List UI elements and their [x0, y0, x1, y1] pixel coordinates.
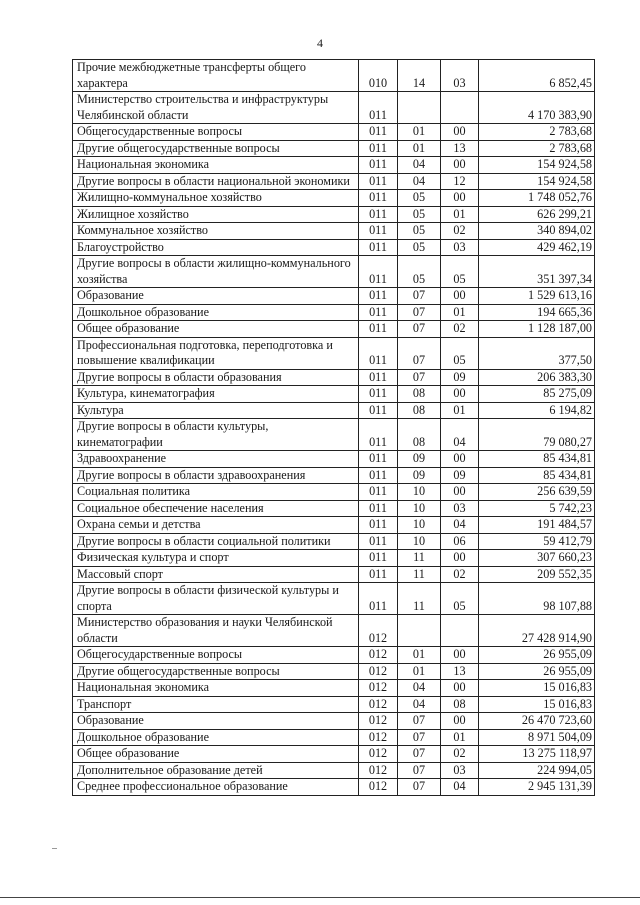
row-subsection: 01	[441, 304, 479, 321]
row-subsection: 08	[441, 696, 479, 713]
row-ministry-code: 011	[359, 583, 398, 615]
row-subsection: 05	[441, 583, 479, 615]
row-sum: 1 529 613,16	[479, 288, 595, 305]
row-section: 08	[398, 419, 441, 451]
row-sum: 224 994,05	[479, 762, 595, 779]
margin-mark	[52, 848, 57, 849]
table-row	[73, 696, 595, 713]
budget-table-body	[73, 60, 595, 796]
row-sum: 85 434,81	[479, 467, 595, 484]
row-sum: 13 275 118,97	[479, 746, 595, 763]
row-section: 01	[398, 124, 441, 141]
row-name: Культура	[73, 402, 359, 419]
row-name: Профессиональная подготовка, переподготовка и повышение квалификации	[73, 337, 359, 369]
row-name: Другие вопросы в области национальной экономики	[73, 173, 359, 190]
row-ministry-code: 011	[359, 92, 398, 124]
row-ministry-code: 012	[359, 779, 398, 796]
row-name: Другие вопросы в области социальной политики	[73, 533, 359, 550]
row-section: 11	[398, 583, 441, 615]
row-section: 09	[398, 451, 441, 468]
row-section: 10	[398, 533, 441, 550]
table-row	[73, 190, 595, 207]
row-sum: 2 945 131,39	[479, 779, 595, 796]
table-row	[73, 419, 595, 451]
table-row	[73, 746, 595, 763]
row-section: 04	[398, 680, 441, 697]
row-sum: 377,50	[479, 337, 595, 369]
row-section: 07	[398, 337, 441, 369]
row-name: Социальное обеспечение населения	[73, 500, 359, 517]
row-name: Жилищное хозяйство	[73, 206, 359, 223]
row-sum: 6 852,45	[479, 60, 595, 92]
row-name: Транспорт	[73, 696, 359, 713]
row-section: 07	[398, 369, 441, 386]
row-name: Другие вопросы в области образования	[73, 369, 359, 386]
row-section: 05	[398, 256, 441, 288]
row-subsection	[441, 92, 479, 124]
row-ministry-code: 011	[359, 467, 398, 484]
row-name: Другие вопросы в области культуры, кинематографии	[73, 419, 359, 451]
row-subsection: 00	[441, 451, 479, 468]
row-section: 05	[398, 223, 441, 240]
row-subsection: 03	[441, 500, 479, 517]
row-sum: 4 170 383,90	[479, 92, 595, 124]
row-sum: 340 894,02	[479, 223, 595, 240]
table-row	[73, 337, 595, 369]
row-sum: 626 299,21	[479, 206, 595, 223]
table-row	[73, 779, 595, 796]
row-sum: 1 748 052,76	[479, 190, 595, 207]
table-row	[73, 467, 595, 484]
budget-table	[72, 59, 595, 796]
row-name: Другие вопросы в области физической культуры и спорта	[73, 583, 359, 615]
row-subsection: 04	[441, 517, 479, 534]
row-name: Другие общегосударственные вопросы	[73, 140, 359, 157]
row-ministry-code: 011	[359, 451, 398, 468]
row-name: Другие вопросы в области здравоохранения	[73, 467, 359, 484]
row-sum: 98 107,88	[479, 583, 595, 615]
row-ministry-code: 011	[359, 402, 398, 419]
row-name: Дополнительное образование детей	[73, 762, 359, 779]
row-sum: 209 552,35	[479, 566, 595, 583]
row-subsection: 00	[441, 484, 479, 501]
row-subsection: 01	[441, 206, 479, 223]
row-subsection: 01	[441, 402, 479, 419]
row-sum: 351 397,34	[479, 256, 595, 288]
table-row	[73, 140, 595, 157]
row-ministry-code: 012	[359, 680, 398, 697]
row-ministry-code: 011	[359, 124, 398, 141]
row-sum: 194 665,36	[479, 304, 595, 321]
row-section: 08	[398, 402, 441, 419]
row-ministry-code: 011	[359, 369, 398, 386]
table-row	[73, 386, 595, 403]
row-name: Другие вопросы в области жилищно-коммунального хозяйства	[73, 256, 359, 288]
row-subsection: 00	[441, 680, 479, 697]
row-ministry-code: 011	[359, 386, 398, 403]
table-row	[73, 713, 595, 730]
table-row	[73, 615, 595, 647]
row-ministry-code: 012	[359, 713, 398, 730]
row-ministry-code: 011	[359, 223, 398, 240]
row-name: Образование	[73, 713, 359, 730]
row-name: Благоустройство	[73, 239, 359, 256]
table-row	[73, 304, 595, 321]
table-row	[73, 583, 595, 615]
row-subsection: 00	[441, 190, 479, 207]
row-section: 01	[398, 663, 441, 680]
table-row	[73, 157, 595, 174]
row-name: Охрана семьи и детства	[73, 517, 359, 534]
row-ministry-code: 011	[359, 517, 398, 534]
row-sum: 256 639,59	[479, 484, 595, 501]
row-subsection: 05	[441, 256, 479, 288]
row-ministry-code: 011	[359, 337, 398, 369]
row-ministry-code: 011	[359, 484, 398, 501]
row-ministry-code: 012	[359, 663, 398, 680]
row-name: Массовый спорт	[73, 566, 359, 583]
row-ministry-code: 011	[359, 321, 398, 338]
row-name: Общее образование	[73, 746, 359, 763]
table-row	[73, 369, 595, 386]
row-sum: 59 412,79	[479, 533, 595, 550]
row-subsection: 02	[441, 566, 479, 583]
table-row	[73, 173, 595, 190]
row-ministry-code: 011	[359, 256, 398, 288]
row-subsection: 02	[441, 321, 479, 338]
row-section: 07	[398, 762, 441, 779]
row-sum: 5 742,23	[479, 500, 595, 517]
row-section: 11	[398, 566, 441, 583]
row-name: Прочие межбюджетные трансферты общего характера	[73, 60, 359, 92]
row-subsection: 00	[441, 550, 479, 567]
row-subsection: 13	[441, 663, 479, 680]
row-name: Жилищно-коммунальное хозяйство	[73, 190, 359, 207]
row-subsection: 00	[441, 288, 479, 305]
row-sum: 85 434,81	[479, 451, 595, 468]
row-ministry-code: 011	[359, 173, 398, 190]
table-row	[73, 550, 595, 567]
row-subsection: 01	[441, 729, 479, 746]
row-name: Среднее профессиональное образование	[73, 779, 359, 796]
row-ministry-code: 012	[359, 696, 398, 713]
row-ministry-code: 011	[359, 550, 398, 567]
row-sum: 307 660,23	[479, 550, 595, 567]
row-name: Образование	[73, 288, 359, 305]
row-section: 08	[398, 386, 441, 403]
row-sum: 8 971 504,09	[479, 729, 595, 746]
row-subsection: 04	[441, 419, 479, 451]
row-sum: 429 462,19	[479, 239, 595, 256]
row-name: Национальная экономика	[73, 680, 359, 697]
row-section: 14	[398, 60, 441, 92]
row-name: Министерство строительства и инфраструктуры Челябинской области	[73, 92, 359, 124]
table-row	[73, 484, 595, 501]
page-bottom-rule	[0, 897, 640, 898]
row-section: 07	[398, 288, 441, 305]
table-row	[73, 533, 595, 550]
table-row	[73, 647, 595, 664]
row-ministry-code: 011	[359, 206, 398, 223]
row-name: Коммунальное хозяйство	[73, 223, 359, 240]
row-name: Физическая культура и спорт	[73, 550, 359, 567]
table-row	[73, 206, 595, 223]
row-subsection: 06	[441, 533, 479, 550]
row-name: Дошкольное образование	[73, 304, 359, 321]
row-ministry-code: 011	[359, 566, 398, 583]
row-section: 07	[398, 779, 441, 796]
table-row	[73, 288, 595, 305]
row-sum: 85 275,09	[479, 386, 595, 403]
row-ministry-code: 012	[359, 647, 398, 664]
row-section: 07	[398, 746, 441, 763]
row-name: Культура, кинематография	[73, 386, 359, 403]
table-row	[73, 223, 595, 240]
row-name: Социальная политика	[73, 484, 359, 501]
row-ministry-code: 012	[359, 746, 398, 763]
row-subsection	[441, 615, 479, 647]
row-sum: 79 080,27	[479, 419, 595, 451]
row-subsection: 02	[441, 223, 479, 240]
row-section: 01	[398, 140, 441, 157]
row-section: 07	[398, 321, 441, 338]
table-row	[73, 321, 595, 338]
row-sum: 1 128 187,00	[479, 321, 595, 338]
row-ministry-code: 011	[359, 157, 398, 174]
row-section: 10	[398, 517, 441, 534]
row-section: 07	[398, 304, 441, 321]
row-section: 05	[398, 239, 441, 256]
row-sum: 2 783,68	[479, 124, 595, 141]
table-row	[73, 92, 595, 124]
row-sum: 191 484,57	[479, 517, 595, 534]
row-section: 07	[398, 729, 441, 746]
table-row	[73, 402, 595, 419]
row-ministry-code: 012	[359, 615, 398, 647]
row-subsection: 00	[441, 124, 479, 141]
table-row	[73, 60, 595, 92]
table-row	[73, 729, 595, 746]
row-sum: 206 383,30	[479, 369, 595, 386]
row-ministry-code: 012	[359, 729, 398, 746]
row-section: 04	[398, 157, 441, 174]
row-subsection: 00	[441, 647, 479, 664]
row-section: 04	[398, 696, 441, 713]
row-subsection: 09	[441, 369, 479, 386]
row-sum: 15 016,83	[479, 696, 595, 713]
row-ministry-code: 011	[359, 288, 398, 305]
row-section: 11	[398, 550, 441, 567]
row-sum: 27 428 914,90	[479, 615, 595, 647]
row-sum: 15 016,83	[479, 680, 595, 697]
row-ministry-code: 011	[359, 533, 398, 550]
row-ministry-code: 011	[359, 419, 398, 451]
row-sum: 26 955,09	[479, 647, 595, 664]
row-sum: 2 783,68	[479, 140, 595, 157]
row-ministry-code: 011	[359, 304, 398, 321]
row-subsection: 04	[441, 779, 479, 796]
row-subsection: 00	[441, 713, 479, 730]
row-name: Общее образование	[73, 321, 359, 338]
row-subsection: 03	[441, 239, 479, 256]
table-row	[73, 517, 595, 534]
row-section: 05	[398, 206, 441, 223]
row-subsection: 12	[441, 173, 479, 190]
table-row	[73, 239, 595, 256]
row-subsection: 02	[441, 746, 479, 763]
row-name: Общегосударственные вопросы	[73, 124, 359, 141]
row-name: Дошкольное образование	[73, 729, 359, 746]
row-name: Общегосударственные вопросы	[73, 647, 359, 664]
row-section: 05	[398, 190, 441, 207]
row-section	[398, 615, 441, 647]
table-row	[73, 663, 595, 680]
table-row	[73, 566, 595, 583]
row-ministry-code: 011	[359, 239, 398, 256]
row-subsection: 00	[441, 157, 479, 174]
table-row	[73, 451, 595, 468]
row-sum: 154 924,58	[479, 173, 595, 190]
row-section: 10	[398, 500, 441, 517]
table-row	[73, 256, 595, 288]
row-name: Другие общегосударственные вопросы	[73, 663, 359, 680]
table-row	[73, 124, 595, 141]
row-subsection: 09	[441, 467, 479, 484]
row-name: Национальная экономика	[73, 157, 359, 174]
row-section: 04	[398, 173, 441, 190]
row-section: 01	[398, 647, 441, 664]
table-row	[73, 680, 595, 697]
row-subsection: 05	[441, 337, 479, 369]
table-row	[73, 500, 595, 517]
row-ministry-code: 011	[359, 140, 398, 157]
row-subsection: 03	[441, 60, 479, 92]
row-subsection: 00	[441, 386, 479, 403]
row-sum: 26 470 723,60	[479, 713, 595, 730]
page-number: 4	[317, 36, 323, 50]
row-section: 10	[398, 484, 441, 501]
row-sum: 6 194,82	[479, 402, 595, 419]
row-sum: 26 955,09	[479, 663, 595, 680]
row-sum: 154 924,58	[479, 157, 595, 174]
row-ministry-code: 011	[359, 190, 398, 207]
row-section: 09	[398, 467, 441, 484]
row-ministry-code: 010	[359, 60, 398, 92]
table-row	[73, 762, 595, 779]
row-name: Министерство образования и науки Челябинской области	[73, 615, 359, 647]
row-section: 07	[398, 713, 441, 730]
row-subsection: 03	[441, 762, 479, 779]
row-subsection: 13	[441, 140, 479, 157]
row-name: Здравоохранение	[73, 451, 359, 468]
row-section	[398, 92, 441, 124]
row-ministry-code: 012	[359, 762, 398, 779]
row-ministry-code: 011	[359, 500, 398, 517]
